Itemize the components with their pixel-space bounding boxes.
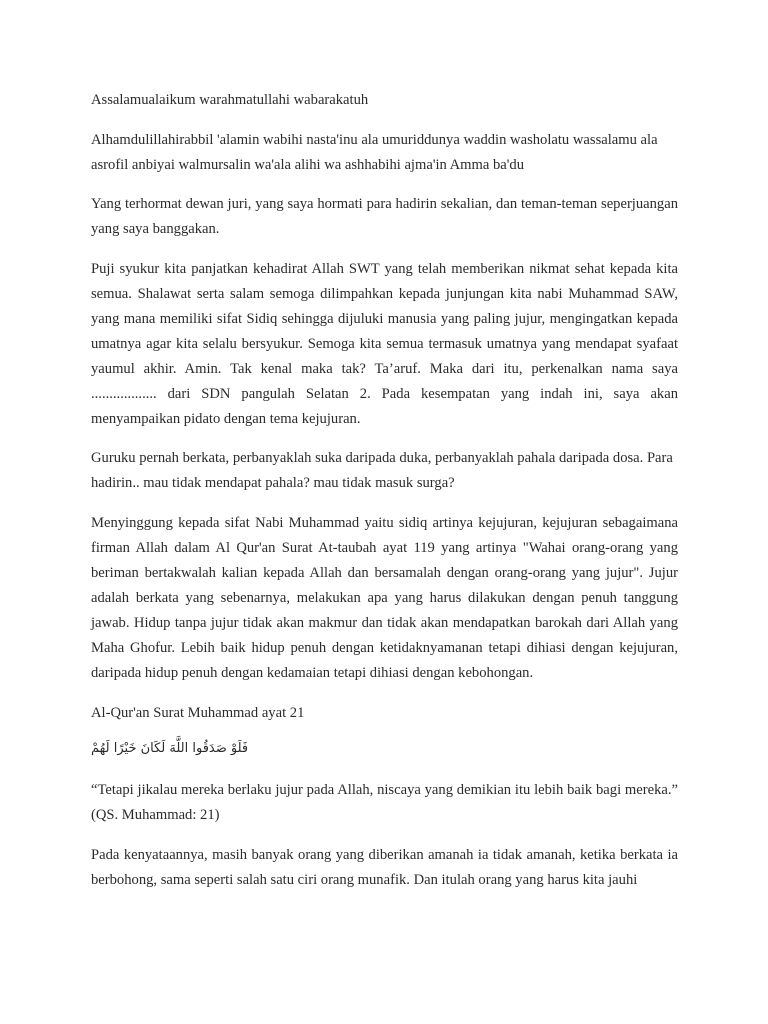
document-page <box>91 88 678 907</box>
salutation-paragraph: Yang terhormat dewan juri, yang saya hormati para hadirin sekalian, dan teman-teman seperjuangan yang saya banggakan. <box>91 196 678 238</box>
reality-paragraph: Pada kenyataannya, masih banyak orang yang diberikan amanah ia tidak amanah, ketika berkata ia berbohong, sama seperti salah satu ciri orang munafik. Dan itulah orang yang harus kita jauhi <box>91 846 678 888</box>
verse-translation: “Tetapi jikalau mereka berlaku jujur pada Allah, niscaya yang demikian itu lebih baik bagi mereka.” (QS. Muhammad: 21) <box>91 782 678 824</box>
arabic-verse-text: فَلَوْ صَدَقُوا اللَّهَ لَكَانَ خَيْرًا لَهُمْ <box>91 741 249 757</box>
arabic-verse <box>91 738 678 760</box>
verse-reference: Al-Qur'an Surat Muhammad ayat 21 <box>91 704 305 721</box>
greeting-paragraph: Assalamualaikum warahmatullahi wabarakatuh <box>91 92 369 108</box>
body-paragraph: Menyinggung kepada sifat Nabi Muhammad yaitu sidiq artinya kejujuran, kejujuran sebagaimana firman Allah dalam Al Qur'an Surat At-taubah ayat 119 yang artinya "Wahai orang-orang yang beriman bertakwalah kalian kepada Allah dan bersamalah dengan orang-orang yang jujur". Jujur adalah berkata yang sebenarnya, melakukan apa yang harus dilakukan dengan penuh tanggung jawab. Hidup tanpa jujur tidak akan makmur dan tidak akan mendapatkan barokah dari Allah yang Maha Ghofur. Lebih baik hidup penuh dengan ketidaknyamanan tetapi dihiasi dengan kejujuran, daripada hidup penuh dengan kedamaian tetapi dihiasi dengan kebohongan. <box>91 514 678 681</box>
teacher-quote-paragraph: Guruku pernah berkata, perbanyaklah suka daripada duka, perbanyaklah pahala daripada dosa. Para hadirin.. mau tidak mendapat pahala? mau tidak masuk surga? <box>91 450 673 492</box>
opening-paragraph: Alhamdulillahirabbil 'alamin wabihi nasta'inu ala umuriddunya waddin washolatu wassalamu ala asrofil anbiyai walmursalin wa'ala alihi wa ashhabihi ajma'in Amma ba'du <box>91 131 658 173</box>
introduction-paragraph: Puji syukur kita panjatkan kehadirat Allah SWT yang telah memberikan nikmat sehat kepada kita semua. Shalawat serta salam semoga dilimpahkan kepada junjungan kita nabi Muhammad SAW, yang mana memiliki sifat Sidiq sehingga dijuluki manusia yang paling jujur, mengingatkan kepada umatnya agar kita selalu bersyukur. Semoga kita semua termasuk umatnya yang mendapat syafaat yaumul akhir. Amin. Tak kenal maka tak? Ta’aruf. Maka dari itu, perkenalkan nama saya .................. dari SDN pangulah Selatan 2. Pada kesempatan yang indah ini, saya akan menyampaikan pidato dengan tema kejujuran. <box>91 260 678 427</box>
